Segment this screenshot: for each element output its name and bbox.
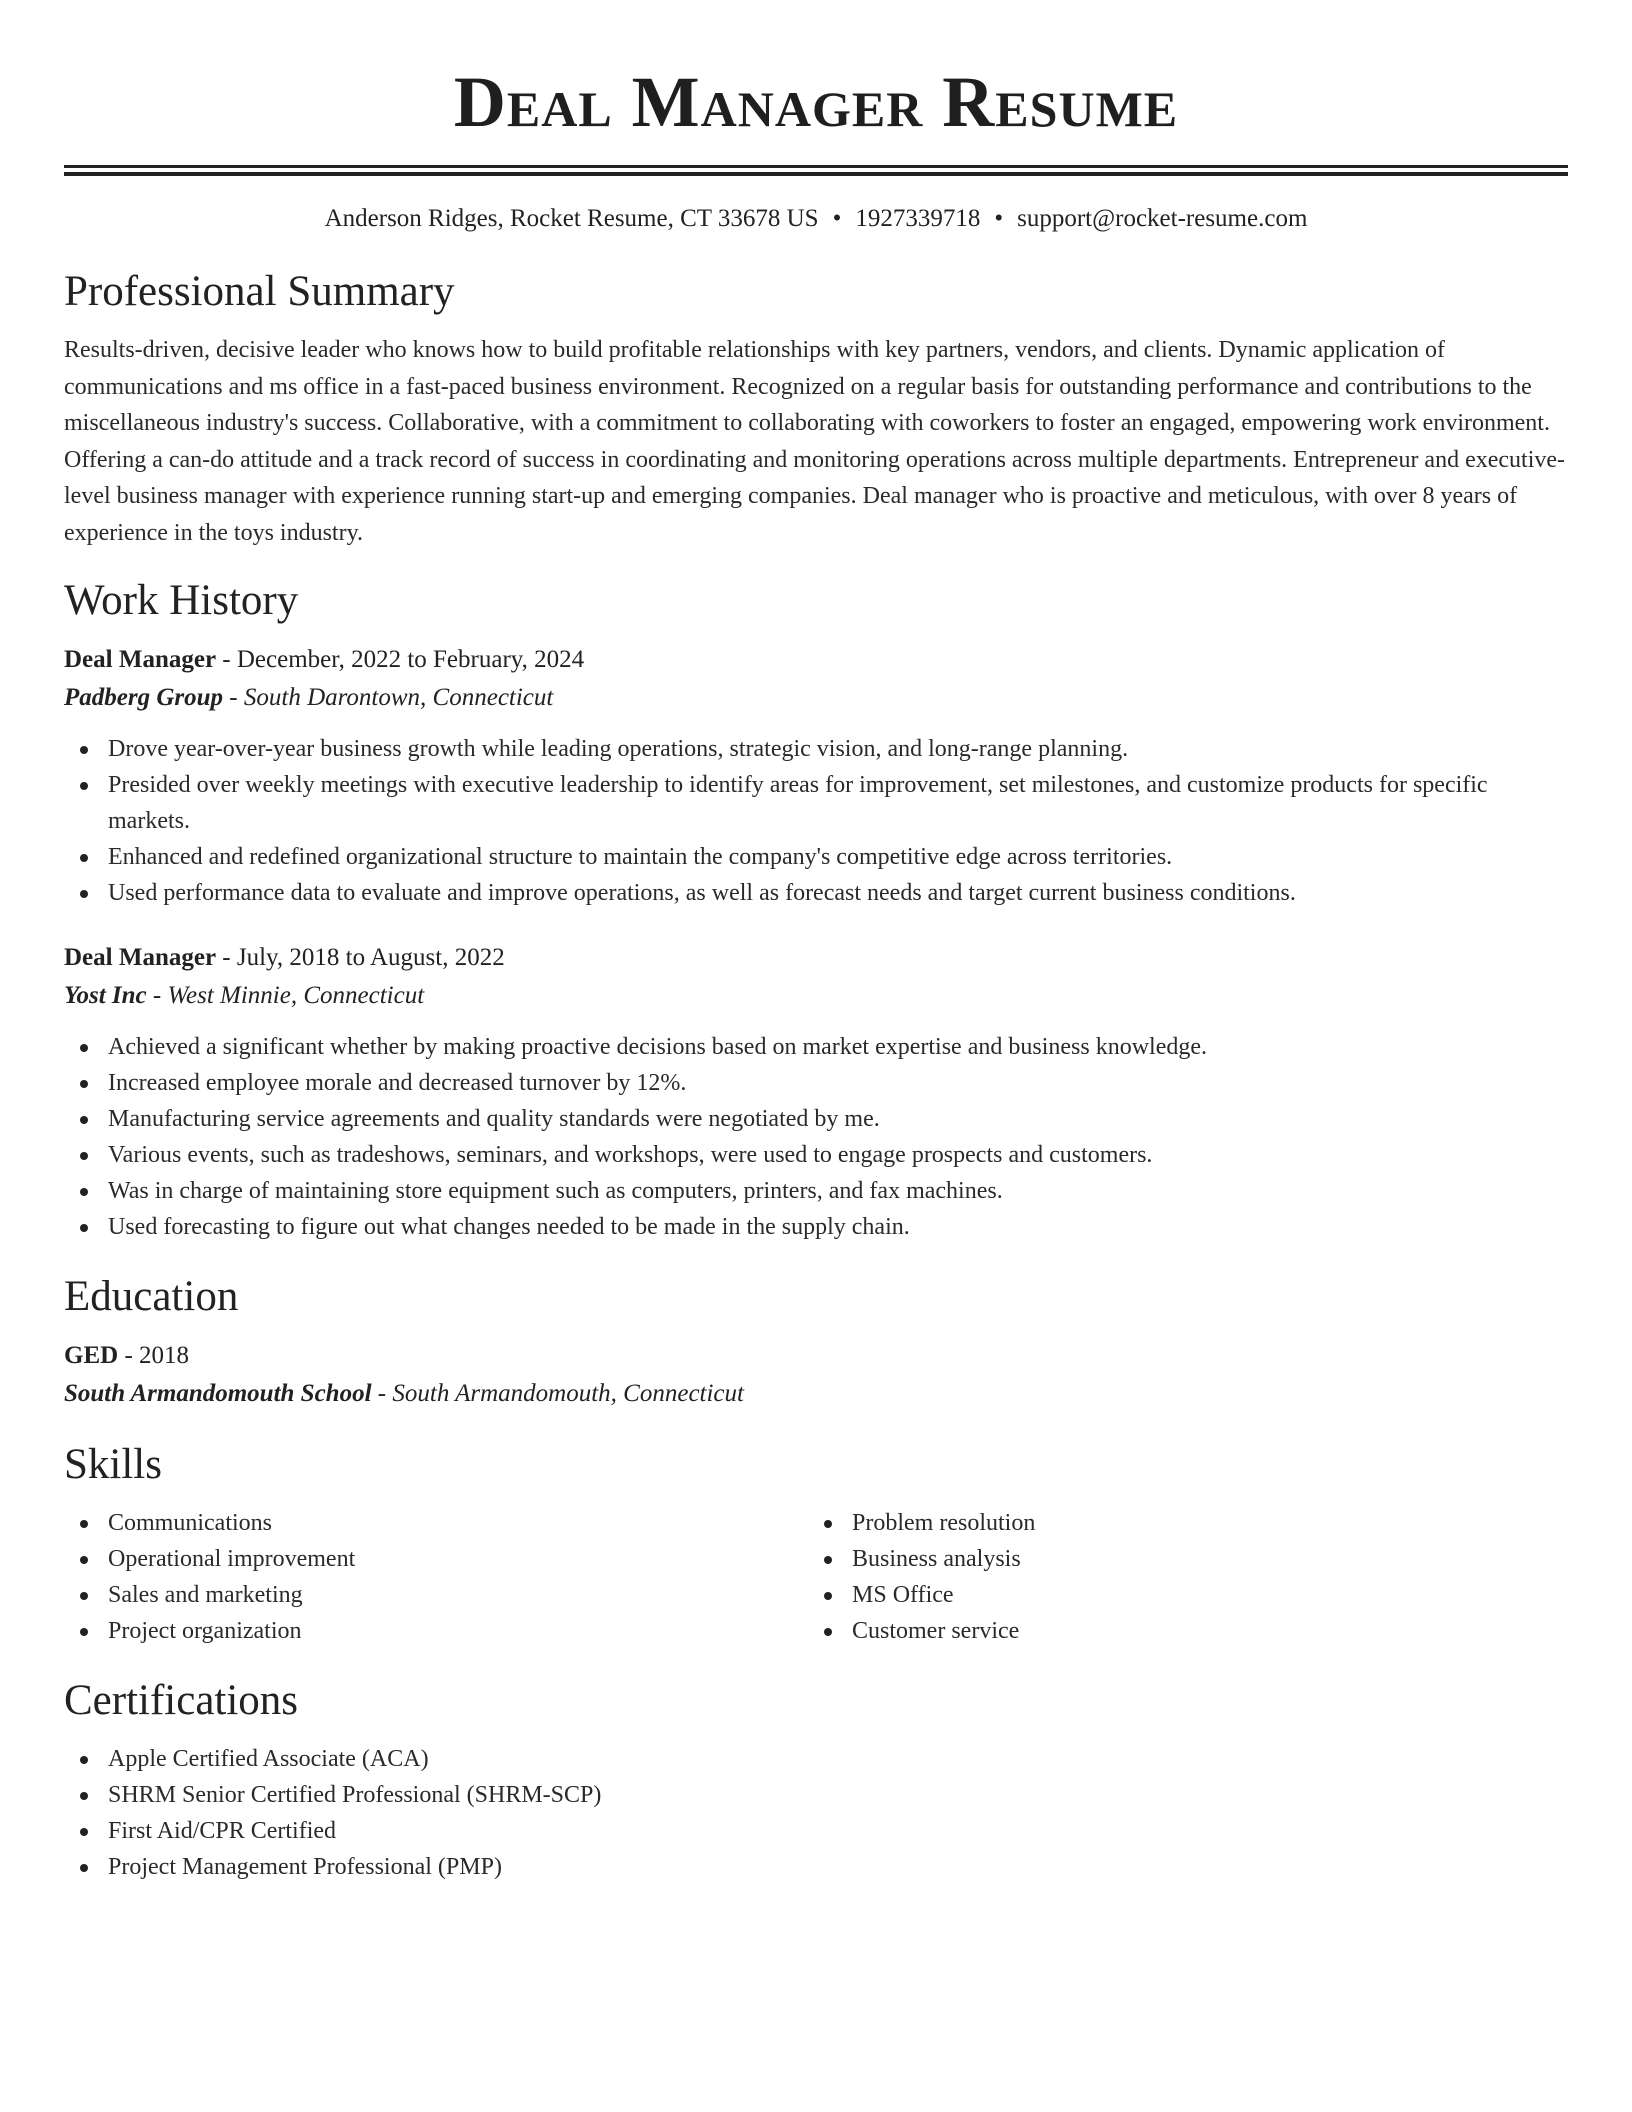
contact-separator: • bbox=[832, 205, 842, 232]
education-entry bbox=[64, 1337, 1568, 1413]
school-line bbox=[64, 1375, 1568, 1413]
job-dates: - December, 2022 to February, 2024 bbox=[216, 646, 585, 673]
list-item: Used forecasting to figure out what changes needed to be made in the supply chain. bbox=[64, 1209, 1568, 1245]
job-entry bbox=[64, 939, 1568, 1245]
school-location: - South Armandomouth, Connecticut bbox=[371, 1380, 744, 1407]
list-item: Project Management Professional (PMP) bbox=[64, 1849, 1568, 1885]
job-company-line bbox=[64, 679, 1568, 717]
list-item: Operational improvement bbox=[64, 1541, 808, 1577]
job-company: Padberg Group bbox=[64, 684, 224, 711]
degree: GED bbox=[64, 1342, 119, 1369]
job-dates: - July, 2018 to August, 2022 bbox=[216, 944, 505, 971]
list-item: First Aid/CPR Certified bbox=[64, 1813, 1568, 1849]
job-title-line bbox=[64, 939, 1568, 977]
job-bullets bbox=[64, 1029, 1568, 1245]
list-item: Achieved a significant whether by making proactive decisions based on market expertise and business knowledge. bbox=[64, 1029, 1568, 1065]
list-item: Used performance data to evaluate and improve operations, as well as forecast needs and target current business conditions. bbox=[64, 875, 1568, 911]
summary-heading: Professional Summary bbox=[64, 268, 455, 315]
degree-line bbox=[64, 1337, 1568, 1375]
list-item: Problem resolution bbox=[808, 1505, 1552, 1541]
page-title: Deal Manager Resume bbox=[453, 62, 1179, 142]
job-location: - West Minnie, Connecticut bbox=[146, 982, 425, 1009]
list-item: SHRM Senior Certified Professional (SHRM-SCP) bbox=[64, 1777, 1568, 1813]
degree-year: - 2018 bbox=[118, 1342, 190, 1369]
job-bullets bbox=[64, 731, 1568, 911]
contact-separator: • bbox=[994, 205, 1004, 232]
list-item: Business analysis bbox=[808, 1541, 1552, 1577]
list-item: Apple Certified Associate (ACA) bbox=[64, 1741, 1568, 1777]
list-item: Various events, such as tradeshows, seminars, and workshops, were used to engage prospects and customers. bbox=[64, 1137, 1568, 1173]
contact-email: support@rocket-resume.com bbox=[1017, 205, 1308, 232]
skills-columns bbox=[64, 1505, 1568, 1649]
job-location: - South Darontown, Connecticut bbox=[223, 684, 554, 711]
job-title-line bbox=[64, 641, 1568, 679]
list-item: Communications bbox=[64, 1505, 808, 1541]
job-entry bbox=[64, 641, 1568, 911]
skills-heading: Skills bbox=[64, 1441, 162, 1488]
education-heading: Education bbox=[64, 1273, 239, 1320]
work-history-heading: Work History bbox=[64, 577, 299, 624]
list-item: Drove year-over-year business growth while leading operations, strategic vision, and long-range planning. bbox=[64, 731, 1568, 767]
job-company: Yost Inc bbox=[64, 982, 147, 1009]
list-item: Project organization bbox=[64, 1613, 808, 1649]
skills-list-right bbox=[808, 1505, 1552, 1649]
list-item: Increased employee morale and decreased turnover by 12%. bbox=[64, 1065, 1568, 1101]
list-item: MS Office bbox=[808, 1577, 1552, 1613]
list-item: Customer service bbox=[808, 1613, 1552, 1649]
list-item: Was in charge of maintaining store equipment such as computers, printers, and fax machines. bbox=[64, 1173, 1568, 1209]
skills-list-left bbox=[64, 1505, 808, 1649]
school-name: South Armandomouth School bbox=[64, 1380, 372, 1407]
title-divider bbox=[64, 165, 1568, 176]
list-item: Enhanced and redefined organizational structure to maintain the company's competitive edge across territories. bbox=[64, 839, 1568, 875]
contact-line bbox=[64, 202, 1568, 236]
list-item: Manufacturing service agreements and quality standards were negotiated by me. bbox=[64, 1101, 1568, 1137]
list-item: Sales and marketing bbox=[64, 1577, 808, 1613]
job-company-line bbox=[64, 977, 1568, 1015]
list-item: Presided over weekly meetings with executive leadership to identify areas for improvement, set milestones, and customize products for specific markets. bbox=[64, 767, 1568, 839]
contact-address: Anderson Ridges, Rocket Resume, CT 33678 US bbox=[324, 205, 819, 232]
certifications-list bbox=[64, 1741, 1568, 1885]
job-role: Deal Manager bbox=[64, 944, 217, 971]
certifications-heading: Certifications bbox=[64, 1677, 299, 1724]
job-role: Deal Manager bbox=[64, 646, 217, 673]
contact-phone: 1927339718 bbox=[855, 205, 981, 232]
summary-text: Results-driven, decisive leader who knows how to build profitable relationships with key partners, vendors, and clients. Dynamic application of communications and ms office in a fast-paced business environment. Recognized on a regular basis for outstanding performance and contributions to the miscellaneous industry's success. Collaborative, with a commitment to collaborating with coworkers to foster an engaged, empowering work environment. Offering a can-do attitude and a track record of success in coordinating and monitoring operations across multiple departments. Entrepreneur and executive-level business manager with experience running start-up and emerging companies. Deal manager who is proactive and meticulous, with over 8 years of experience in the toys industry. bbox=[64, 337, 1566, 546]
